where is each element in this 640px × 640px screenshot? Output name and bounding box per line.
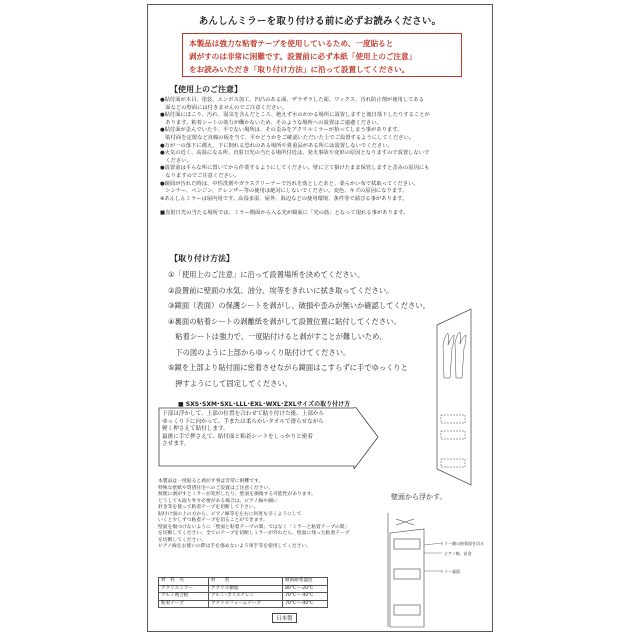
- made-in-label: 日本製: [272, 613, 297, 623]
- mirror-hands-illustration: [431, 307, 476, 487]
- note-line: 貼付面を定規など直線の板を当て、平かどうかをご確認いただいた上でご設置するようにしてください。: [160, 134, 415, 141]
- table-row: [159, 585, 328, 593]
- removal-diagram: [380, 509, 488, 629]
- note-line: ●貼付面が歪んでいたり、平でない場所は、その歪みをアクリルミラーが拾ってしまう事があります。: [160, 127, 403, 134]
- table-cell: アクリルミラー: [159, 585, 209, 593]
- warning-line: 剥がすのは非常に困難です。設置前に必ず本紙「使用上のご注意」: [189, 52, 417, 61]
- step-line: 粘着シートは強力で、一度貼付けると剥がすことが難しいため、: [168, 332, 387, 341]
- step-line: ③鏡面（表面）の保護シートを剥がし、破損や歪みが無いか確認してください。: [168, 301, 430, 310]
- step-line: 下の図のように上部からゆっくり貼付けてください。: [168, 347, 351, 357]
- note-line: なりますのでご注意ください。: [160, 172, 240, 179]
- note-line: ●鏡面が汚れた時は、中性洗剤やガラスクリーナーで汚れを落としたあと、柔らかい布で拭取ってください。: [160, 180, 419, 187]
- table-header: 材 料 名: [159, 578, 209, 586]
- size-method-text: [162, 411, 376, 449]
- instruction-sheet: [147, 4, 493, 632]
- removal-line: を切断してください。: [158, 537, 206, 543]
- note-line: ください。: [160, 157, 192, 164]
- note-line: ●貼付面が木目、塗装、エンボス加工、凹凸のある面、ザラザラした面、ワックス、汚れ防止剤が使用してある: [160, 97, 425, 103]
- materials-table: [158, 577, 328, 608]
- note-line: 面などの壁面には付きませんのでご注意ください。: [160, 104, 288, 111]
- method-line: させます。: [162, 441, 190, 448]
- table-row: [159, 600, 328, 608]
- method-line: 最後に手で押さえて、貼付面と粘着シートをしっかりと密着: [162, 433, 313, 440]
- step-line: ④裏面の粘着シートの剥離紙を剥がして設置位置に貼付してください。: [168, 316, 401, 326]
- removal-line: 無理に剥がすとミラーが変形したり、壁面を損傷する可能性があります。: [158, 492, 316, 497]
- notes-heading: 【使用上のご注意】: [170, 85, 242, 94]
- size-method-heading: ■ SXS･SXM･SXL･LLL･EXL･WXL･ZXLサイズの取り付け方: [178, 401, 351, 408]
- note-line: ※あんしんミラーは屋内用です。高湿多湿、屋外、海辺などの使用環境、条件等で錆びる事があります。: [160, 195, 408, 202]
- removal-line: 貼付け面の上の方から、ピアノ線等を左右に何度も引くようにして: [158, 511, 302, 517]
- diagram-label: ミラー裏面: [440, 569, 460, 574]
- diagram-label: ミラー側の接着面を切る: [440, 541, 484, 546]
- removal-line: を切断してください。全てのテープを切断しミラーが外れたら、壁面に残った粘着テープ: [158, 531, 350, 536]
- note-line: ●火気の近く、高温になる所、直射日光の当たる場所付近は、発火事故や変形の原因となりますので設置しないで: [160, 150, 430, 157]
- table-cell: 70℃〜-40℃: [283, 593, 328, 601]
- warning-line: をお読みいただき「取り付け方法」に沿って設置してください。: [189, 65, 410, 74]
- table-cell: 粘着テープ: [159, 600, 209, 608]
- step-line: ①「使用上のご注意」に沿って設置場所を決めてください。: [168, 270, 365, 279]
- removal-notes: [158, 479, 368, 551]
- note-line: あります。粘着シートの効力が働かないため、そのような場所への設置はご遠慮ください。: [160, 119, 382, 126]
- removal-line: 壁面を傷つけないように「壁面と粘着テープの間」ではなく「ミラーと粘着テープの間」: [158, 524, 350, 530]
- warning-box: [182, 33, 462, 77]
- table-header-row: [159, 578, 328, 586]
- note-line: ●貼付面にほこり、汚れ、湿気を含んだところ、絶えず水のかかる場所に設置しますと後日落下したりすることが: [160, 112, 430, 119]
- warning-line: 本製品は強力な粘着テープを使用しているため、一度貼ると: [189, 39, 394, 48]
- removal-line: 本製品は一度貼ると剥がす事は非常に困難です。: [158, 479, 264, 484]
- note-line: ●万が一の落下に備え、下に倒れる恐れのある場所や貴重品がある所には設置しないでください。: [160, 142, 393, 149]
- removal-line: どうしても取り外す必要がある場合は、ピアノ線や細い: [158, 498, 278, 504]
- page-title: あんしんミラーを取り付ける前に必ずお読みください。: [198, 16, 442, 27]
- step-line: 押すようにして固定してください。: [168, 378, 293, 388]
- removal-line: 特殊な壁紙や賃貸住宅へのご設置はご注意ください。: [158, 485, 274, 491]
- table-header: 材 質: [209, 578, 283, 586]
- usage-notes: [160, 97, 482, 218]
- method-line: ゆっくり下に向かって、手または柔らかいタオルで滑らせながら: [162, 418, 324, 425]
- steps-heading: 【取り付け方法】: [170, 254, 234, 263]
- removal-line: 針金等を使って粘着テープを切断して下さい。: [158, 505, 259, 510]
- step-line: ⑤鏡を上部より貼付面に密着させながら鏡面はこすらずに手でゆっくりと: [168, 363, 408, 372]
- install-steps: [168, 267, 430, 391]
- note-line: ●設置前は平らな所に置いてから作業するようにしてください。壁に立て掛けたまま保管しますと歪みの原因にも: [160, 165, 430, 172]
- float-label: 壁面から浮かす。: [391, 493, 447, 501]
- table-cell: アルミ･ポリエチレン: [209, 593, 283, 601]
- table-cell: 80℃〜-20℃: [283, 585, 328, 593]
- note-line: シンナー、ベンジン、クレンザー等の使用は絶対にしないでください。変色、キズの原因になります。: [160, 188, 408, 195]
- method-line: 下部は浮かして、上部の位置を合わせて貼り付けた後、上部から: [162, 411, 325, 417]
- method-line: 軽く押さえて貼付します。: [162, 426, 229, 433]
- removal-line: いくと少しずつ粘着テープを切ることができます。: [158, 518, 268, 523]
- table-row: [159, 593, 328, 601]
- table-cell: アルミ複合板: [159, 593, 209, 601]
- note-line: ■直射日光の当たる場所では、ミラー側面から入る光が鏡面に「光の筋」となって現れる事があります。: [160, 210, 409, 217]
- step-line: ②設置前に壁面の水気、油分、埃等をきれいに拭き取ってください。: [168, 285, 394, 295]
- removal-line: ピアノ線をお使いの際は手を傷めないよう軍手等を使用してください。: [158, 544, 312, 549]
- table-cell: アクリルフォームテープ: [209, 600, 283, 608]
- table-cell: 70℃〜-40℃: [283, 600, 328, 608]
- table-cell: アクリル樹脂: [209, 585, 283, 593]
- diagram-label: ピアノ線、針金: [444, 551, 472, 556]
- table-header: 耐熱耐寒温度: [283, 578, 328, 586]
